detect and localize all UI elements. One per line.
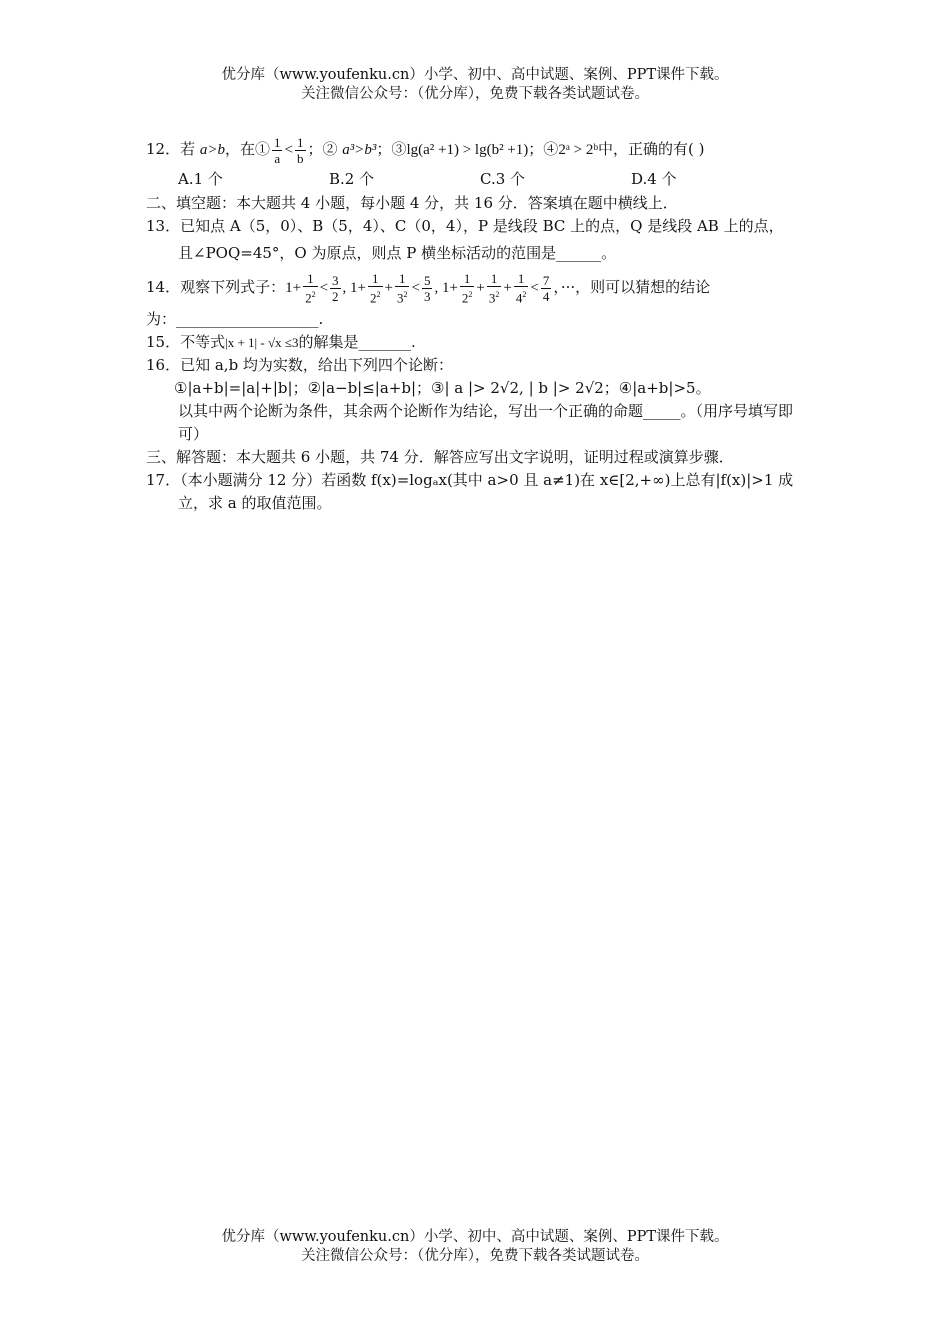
q12-choice-d: D.4 个	[631, 169, 677, 188]
question-15	[146, 331, 808, 354]
q12-less-than: <	[284, 142, 293, 158]
q12-item-3: lg(a² +1) > lg(b² +1)	[406, 142, 529, 158]
header-line-1: 优分库（www.youfenku.cn）小学、初中、高中试题、案例、PPT课件下载。	[221, 67, 729, 83]
q15-post: 的解集是_______.	[298, 332, 416, 351]
q12-sep-1: ；②	[307, 140, 338, 158]
q12-sep-2: ；③	[376, 140, 407, 158]
exam-content	[146, 134, 808, 515]
question-14-line-2: 为：___________________.	[146, 309, 324, 328]
question-14	[146, 267, 808, 308]
question-12	[146, 134, 808, 166]
q12-number: 12．	[146, 140, 181, 158]
footer-line-2: 关注微信公众号：（优分库），免费下载各类试题试卷。	[301, 1248, 649, 1264]
question-16-line-3: 以其中两个论断为条件，其余两个论断作为结论，写出一个正确的命题_____。（用序号填写即可）	[178, 401, 794, 443]
section-3-heading: 三、解答题：本大题共 6 小题，共 74 分．解答应写出文字说明，证明过程或演算步骤．	[146, 447, 734, 466]
q12-choice-b: B.2 个	[329, 169, 375, 188]
q12-choice-a: A.1 个	[178, 169, 223, 188]
q12-sep-3: ；④	[528, 140, 559, 158]
q12-pre: 若	[180, 140, 196, 158]
q12-choice-c: C.3 个	[480, 169, 526, 188]
q12-tail: 中，正确的有( )	[598, 140, 705, 158]
q12-item-4: 2ᵃ > 2ᵇ	[558, 142, 599, 158]
q12-fraction-1-over-b: $\frac{1}{b}$	[297, 134, 304, 166]
question-16-line-2: ①|a+b|=|a|+|b|；②|a−b|≤|a+b|；③| a |> 2√2, | b |> 2√2；④|a+b|>5。	[174, 378, 711, 397]
q12-fraction-1-over-a: $\frac{1}{a}$	[274, 134, 281, 166]
footer-line-1: 优分库（www.youfenku.cn）小学、初中、高中试题、案例、PPT课件下载。	[221, 1229, 729, 1245]
question-17-line-2: 立，求 a 的取值范围。	[178, 493, 332, 512]
question-16-line-1: 16．已知 a,b 均为实数，给出下列四个论断：	[146, 355, 453, 374]
q12-condition: a>b	[199, 142, 226, 158]
q12-mid: ，在①	[225, 140, 271, 158]
page-header	[0, 66, 950, 104]
q14-number: 14．观察下列式子：	[146, 277, 286, 296]
q14-expr-1: 1+ $\frac{1}{2^2}$ < $\frac{3}{2}$ , 1+ $\frac{1}{2^2}$ + $\frac{1}{3^2}$ < $\frac{5}{3}$ , 1+ $\frac{1}{2^2}$ + $\frac{1}{3^2}$ + $\frac{1}{4^2}$ < $\frac{7}{4}$	[285, 270, 550, 306]
question-13-line-2: 且∠POQ=45°，O 为原点，则点 P 横坐标活动的范围是______。	[178, 243, 617, 262]
q15-expr: |x + 1| - √x ≤3	[225, 334, 299, 350]
q15-pre: 15．不等式	[146, 332, 226, 351]
header-line-2: 关注微信公众号：（优分库），免费下载各类试题试卷。	[301, 86, 649, 102]
page-footer	[0, 1228, 950, 1266]
section-2-heading: 二、填空题：本大题共 4 小题，每小题 4 分，共 16 分．答案填在题中横线上．	[146, 193, 678, 212]
question-17-line-1: 17．（本小题满分 12 分）若函数 f(x)=logₐx(其中 a>0 且 a≠1)在 x∈[2,+∞)上总有|f(x)|>1 成	[146, 470, 794, 489]
question-13-line-1: 13．已知点 A（5，0）、B（5，4）、C（0，4），P 是线段 BC 上的点，Q 是线段 AB 上的点，	[146, 216, 784, 235]
q14-tail: ，···，则可以猜想的结论	[553, 277, 711, 296]
q12-item-2: a³>b³	[342, 142, 377, 158]
q12-choices	[146, 166, 808, 192]
